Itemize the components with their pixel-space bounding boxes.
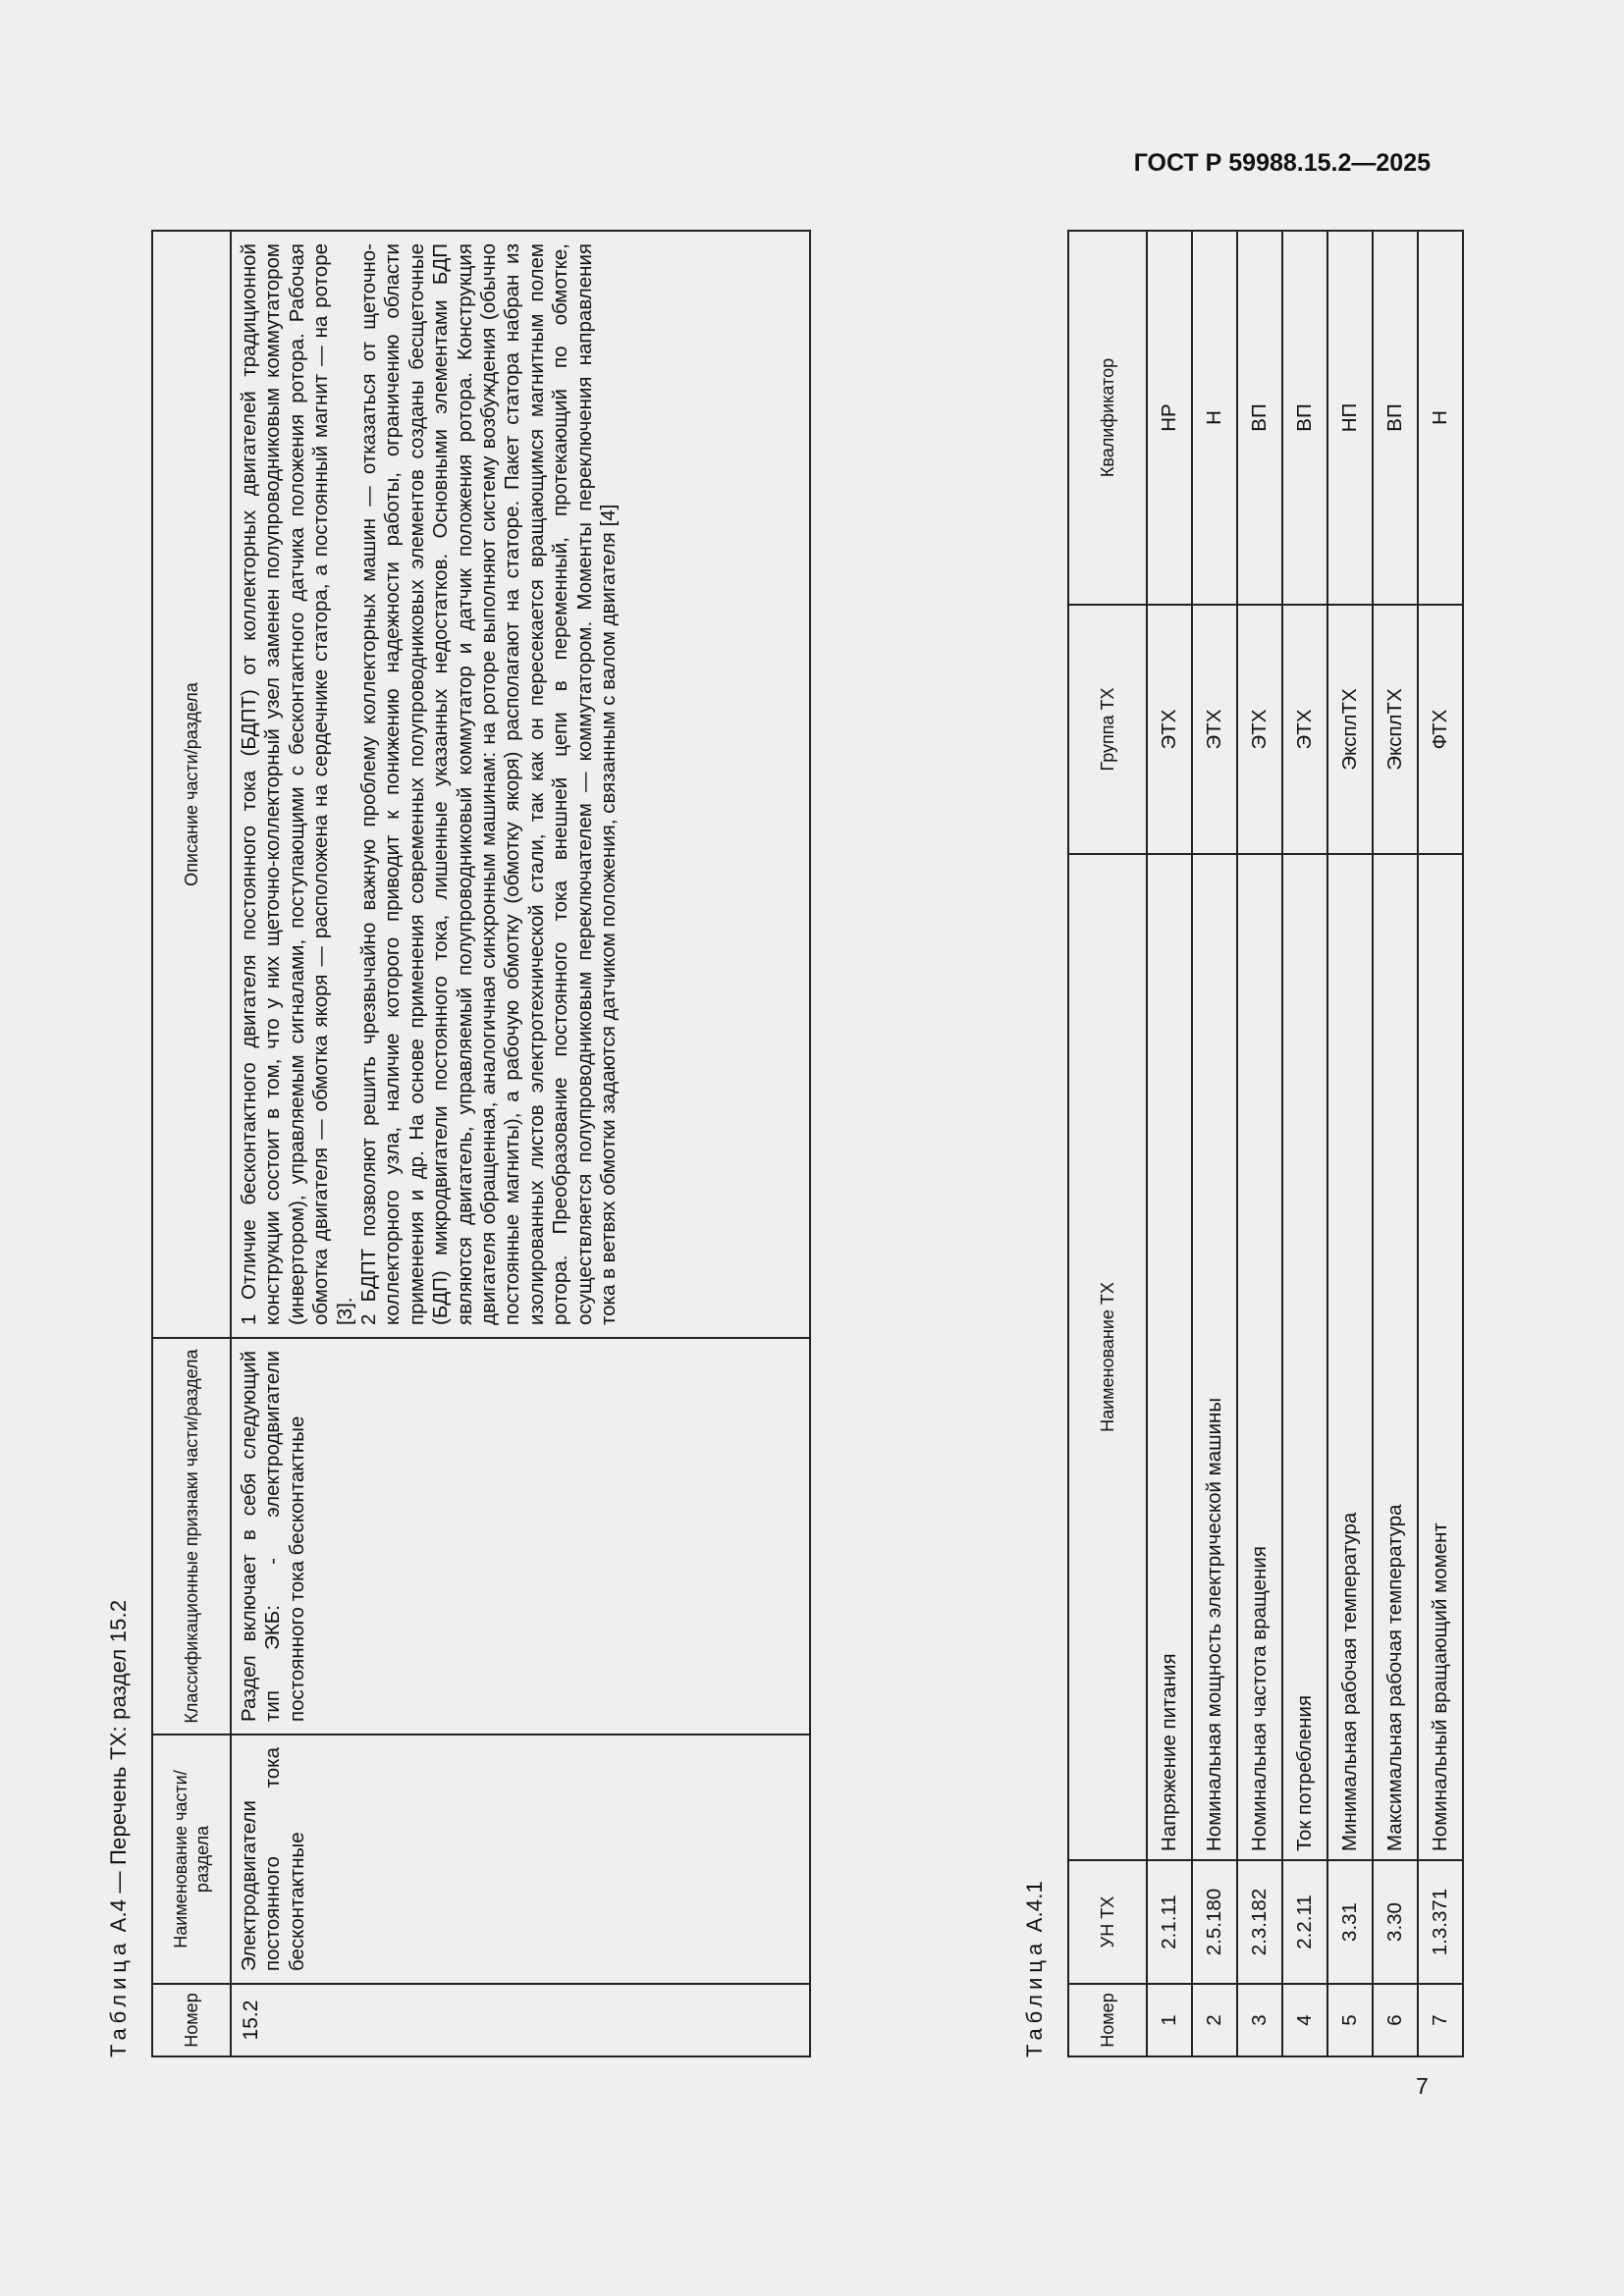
- column-header-part-name: Наименование части/ раздела: [152, 1735, 231, 1984]
- column-header-description: Описание части/раздела: [152, 231, 231, 1338]
- cell-tx-group: ЭксплТХ: [1373, 605, 1418, 854]
- cell-number: 15.2: [231, 1984, 810, 2056]
- cell-tx-name: Напряжение питания: [1147, 854, 1192, 1860]
- cell-number: 3: [1237, 1984, 1282, 2056]
- column-header-classification: Классификационные признаки части/раздела: [152, 1338, 231, 1735]
- cell-tx-name: Номинальная мощность электрической машины: [1192, 854, 1237, 1860]
- cell-un-tx: 2.1.11: [1147, 1860, 1192, 1984]
- table-row: [1237, 231, 1282, 2056]
- table-a41: [1067, 230, 1464, 2057]
- table-row: [1418, 231, 1463, 2056]
- table-a41-caption: Таблица А.4.1: [1022, 1881, 1047, 2057]
- table-row: [1192, 231, 1237, 2056]
- cell-tx-group: ЭТХ: [1192, 605, 1237, 854]
- cell-tx-group: ЭксплТХ: [1327, 605, 1373, 854]
- column-header-un-tx: УН ТХ: [1068, 1860, 1147, 1984]
- cell-number: 5: [1327, 1984, 1373, 2056]
- cell-number: 6: [1373, 1984, 1418, 2056]
- cell-un-tx: 3.30: [1373, 1860, 1418, 1984]
- cell-tx-group: ЭТХ: [1147, 605, 1192, 854]
- document-id: ГОСТ Р 59988.15.2—2025: [1133, 149, 1431, 177]
- cell-qualifier: Н: [1192, 231, 1237, 605]
- page-number: 7: [1416, 2073, 1429, 2099]
- cell-qualifier: ВП: [1373, 231, 1418, 605]
- cell-qualifier: Н: [1418, 231, 1463, 605]
- cell-tx-group: ФТХ: [1418, 605, 1463, 854]
- column-header-qualifier: Квалификатор: [1068, 231, 1147, 605]
- cell-number: 4: [1282, 1984, 1327, 2056]
- table-row: [231, 231, 810, 2056]
- cell-qualifier: ВП: [1237, 231, 1282, 605]
- cell-qualifier: ВП: [1282, 231, 1327, 605]
- column-header-number: Номер: [152, 1984, 231, 2056]
- table-row: [1147, 231, 1192, 2056]
- cell-number: 2: [1192, 1984, 1237, 2056]
- cell-tx-name: Максимальная рабочая температура: [1373, 854, 1418, 1860]
- cell-classification: Раздел включает в себя следующий тип ЭКБ: - электродвигатели постоянного тока бесконтактные: [231, 1338, 810, 1735]
- cell-tx-group: ЭТХ: [1282, 605, 1327, 854]
- cell-part-name: Электродвигатели постоянного тока бесконтактные: [231, 1735, 810, 1984]
- cell-number: 1: [1147, 1984, 1192, 2056]
- table-row: [1327, 231, 1373, 2056]
- table-a4: [151, 230, 811, 2057]
- cell-un-tx: 2.3.182: [1237, 1860, 1282, 1984]
- table-a4-header-row: [152, 231, 231, 2056]
- table-row: [1282, 231, 1327, 2056]
- cell-un-tx: 2.5.180: [1192, 1860, 1237, 1984]
- column-header-tx-name: Наименование ТХ: [1068, 854, 1147, 1860]
- description-paragraph-2: 2 БДПТ позволяют решить чрезвычайно важную проблему коллекторных машин — отказаться от щеточно-коллекторного узла, наличие которого приводит к понижению надежности работы, ограничению области применения и др. На основе применения современных полупроводниковых элементов созданы бесщеточные (БДП) микродвигатели постоянного тока, лишенные указанных недостатков. Основными элементами БДП являются двигатель, управляемый полупроводниковый коммутатор и датчик положения ротора. Конструкция двигателя обращенная, аналогичная синхронным машинам: на роторе выполняют систему возбуждения (обычно постоянные магниты), а рабочую обмотку (обмотку якоря) располагают на статоре. Пакет статора набран из изолированных листов электротехнической стали, так как он пересекается вращающимся магнитным полем ротора. Преобразование постоянного тока внешней цепи в переменный, протекающий по обмотке, осуществляется полупроводниковым переключателем — коммутатором. Моменты переключения направления тока в ветвях обмотки задаются датчиком положения, связанным с валом двигателя [4]: [357, 243, 621, 1325]
- table-a4-caption: Таблица А.4 — Перечень ТХ: раздел 15.2: [106, 1599, 131, 2057]
- column-header-tx-group: Группа ТХ: [1068, 605, 1147, 854]
- cell-un-tx: 1.3.371: [1418, 1860, 1463, 1984]
- table-a41-header-row: [1068, 231, 1147, 2056]
- rotated-content: [108, 232, 1464, 2057]
- cell-un-tx: 2.2.11: [1282, 1860, 1327, 1984]
- cell-un-tx: 3.31: [1327, 1860, 1373, 1984]
- cell-tx-name: Минимальная рабочая температура: [1327, 854, 1373, 1860]
- column-header-number: Номер: [1068, 1984, 1147, 2056]
- cell-tx-name: Номинальный вращающий момент: [1418, 854, 1463, 1860]
- cell-tx-name: Номинальная частота вращения: [1237, 854, 1282, 1860]
- cell-tx-name: Ток потребления: [1282, 854, 1327, 1860]
- cell-qualifier: НР: [1147, 231, 1192, 605]
- description-paragraph-1: 1 Отличие бесконтактного двигателя постоянного тока (БДПТ) от коллекторных двигателей традиционной конструкции состоит в том, что у них щеточно-коллекторный узел заменен полупроводниковым коммутатором (инвертором), управляемым сигналами, поступающими с бесконтактного датчика положения ротора. Рабочая обмотка двигателя — обмотка якоря — расположена на сердечнике статора, а постоянный магнит — на роторе [3].: [238, 243, 356, 1325]
- cell-qualifier: НП: [1327, 231, 1373, 605]
- cell-description: [231, 231, 810, 1338]
- cell-tx-group: ЭТХ: [1237, 605, 1282, 854]
- table-row: [1373, 231, 1418, 2056]
- cell-number: 7: [1418, 1984, 1463, 2056]
